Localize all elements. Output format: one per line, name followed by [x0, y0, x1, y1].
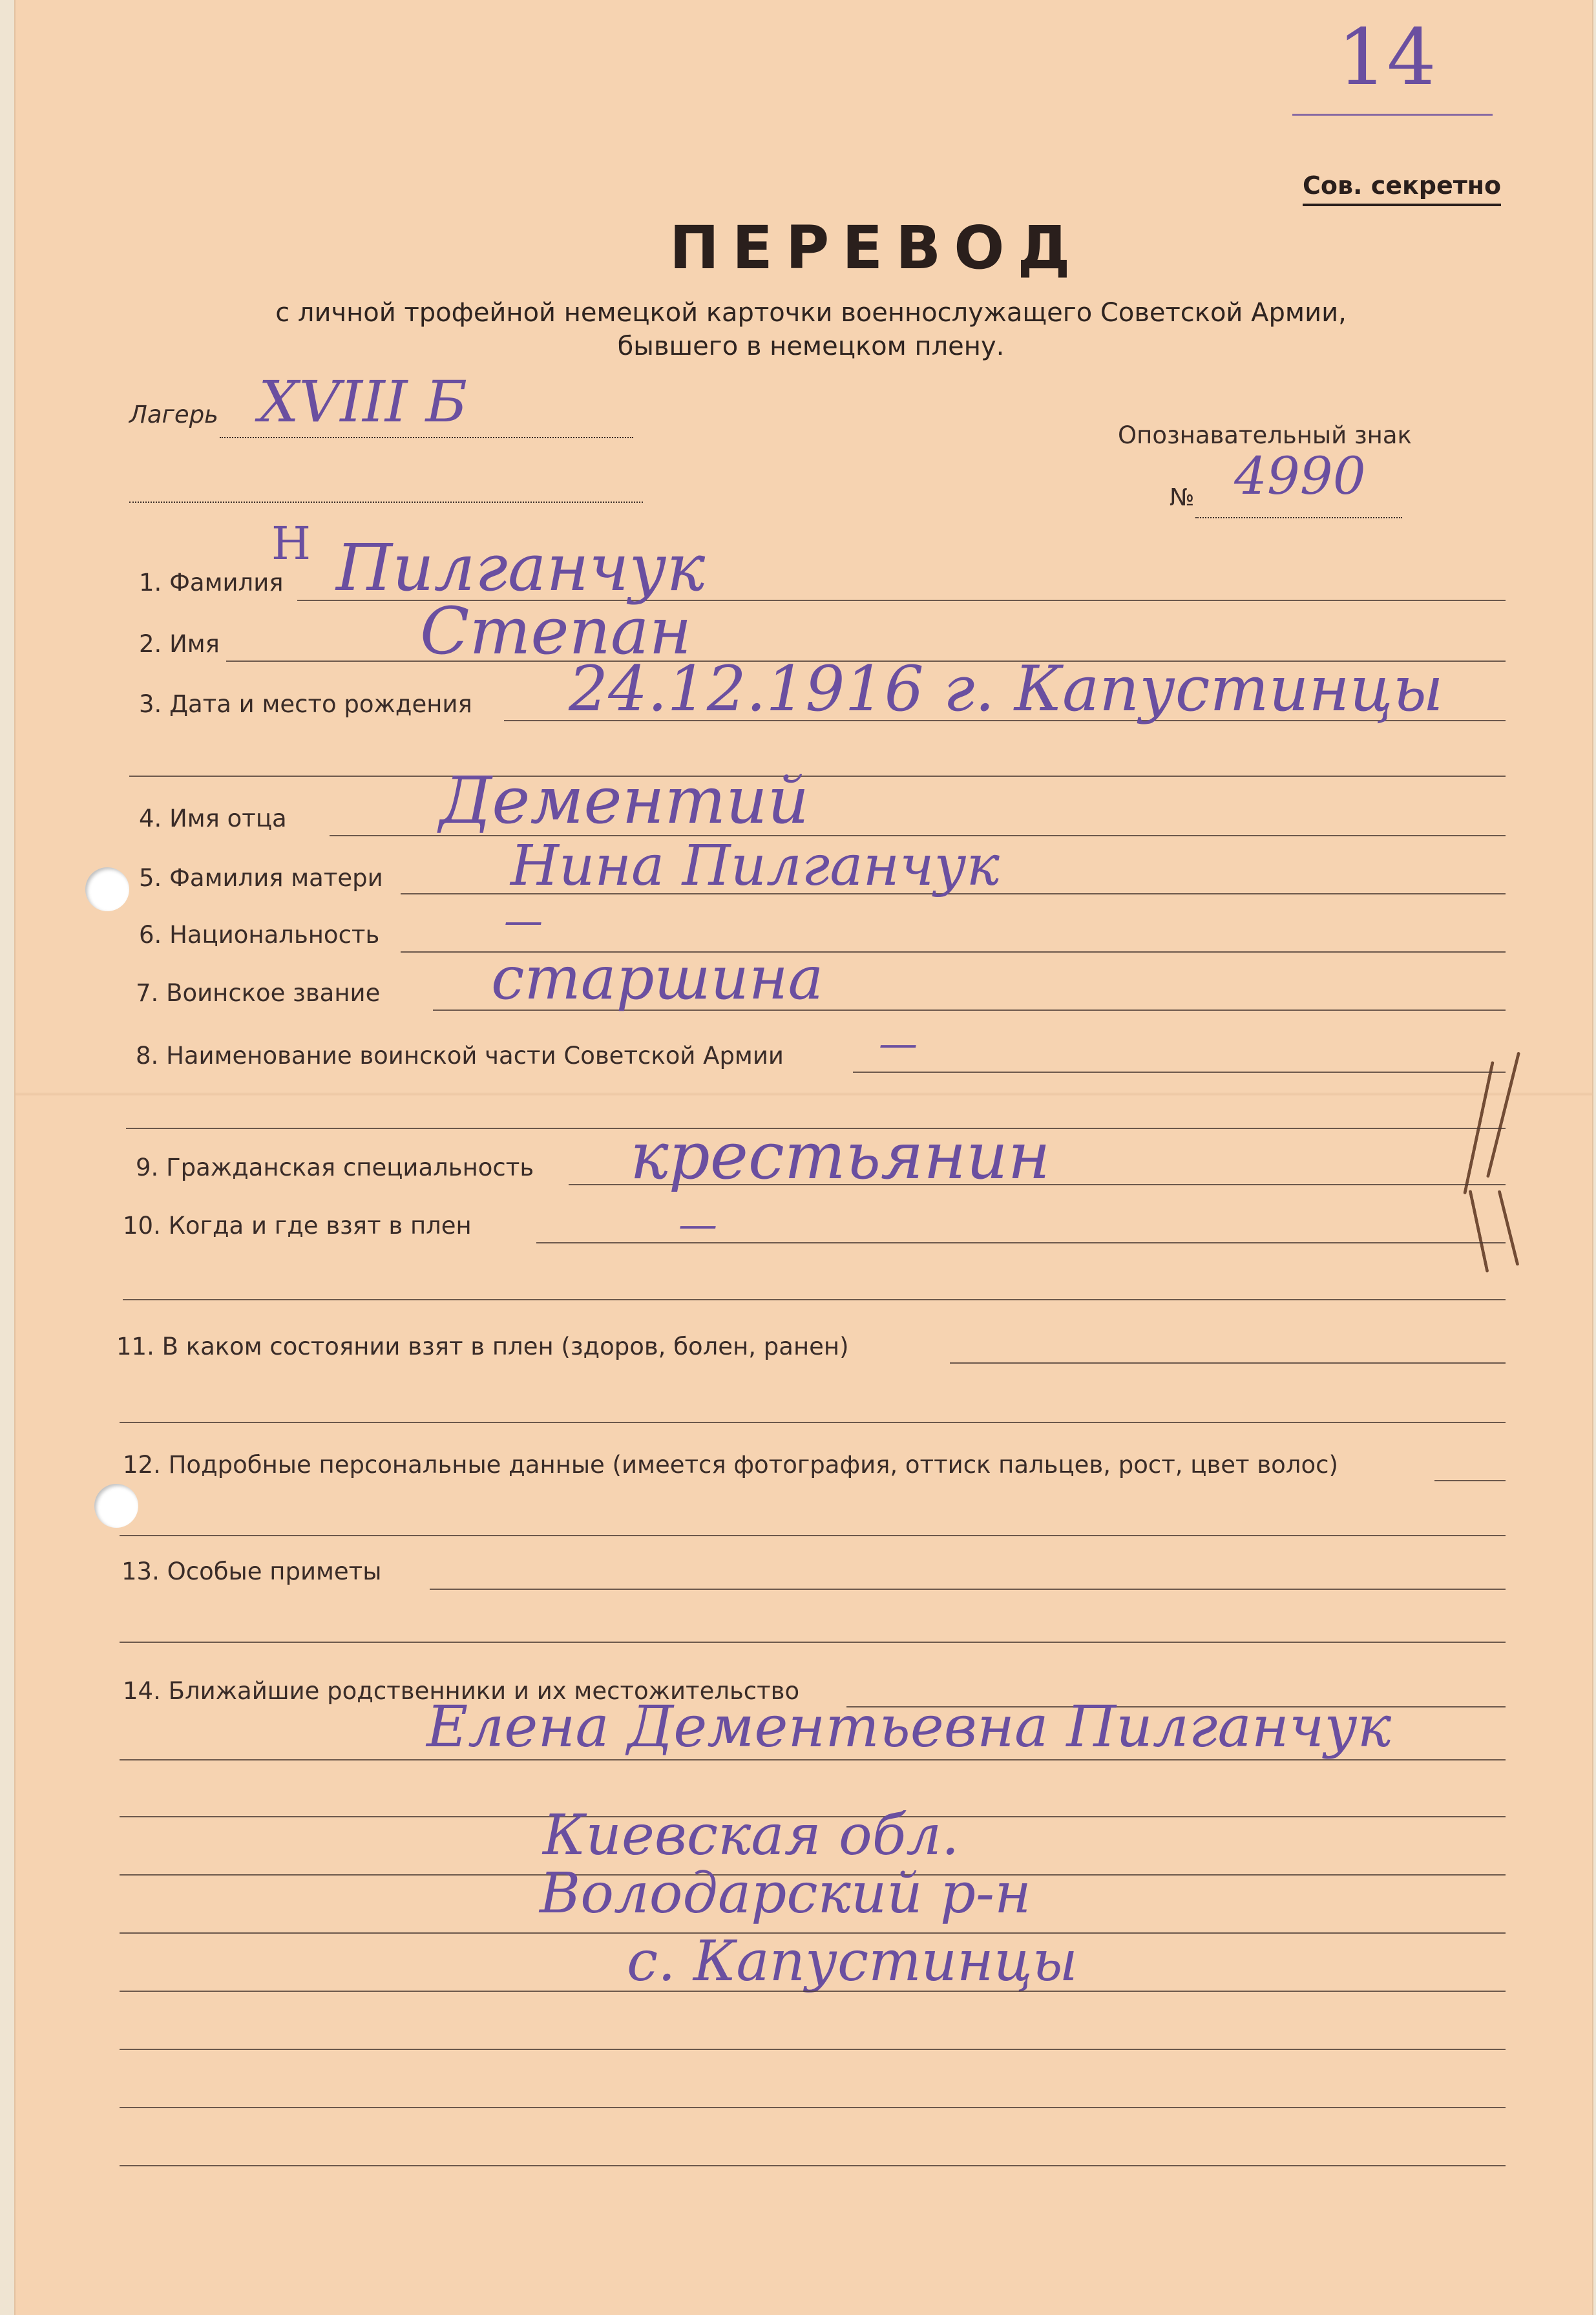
field-2-label: 2. Имя	[139, 630, 220, 658]
field-13-label: 13. Особые приметы	[121, 1558, 382, 1585]
pencil-mark	[1498, 1190, 1520, 1266]
field-14-line-7	[120, 2049, 1506, 2050]
punch-hole	[94, 1484, 138, 1528]
camp-line	[220, 437, 633, 438]
field-12-line	[1434, 1480, 1506, 1481]
field-14-line-8	[120, 2107, 1506, 2108]
camp-label: Лагерь	[129, 401, 218, 428]
field-14-relative: Елена Дементьевна Пилганчук	[426, 1693, 1392, 1760]
field-2-value: Степан	[420, 593, 692, 669]
field-3-value: 24.12.1916 г. Капустинцы	[569, 653, 1444, 725]
field-14-line-9	[120, 2165, 1506, 2166]
check-mark: Н	[271, 517, 311, 570]
field-10-value: —	[678, 1202, 717, 1247]
field-1-label: 1. Фамилия	[139, 569, 284, 597]
pencil-mark	[1469, 1190, 1489, 1273]
field-12-label: 12. Подробные персональные данные (имеется фотография, оттиск пальцев, рост, цвет волос)	[123, 1451, 1338, 1479]
field-1-value: Пилганчук	[336, 530, 706, 606]
punch-hole	[85, 867, 129, 911]
camp-line-2	[129, 502, 643, 503]
field-12-line-2	[120, 1535, 1506, 1536]
field-10-label: 10. Когда и где взят в плен	[123, 1212, 472, 1240]
field-4-label: 4. Имя отца	[139, 805, 287, 832]
subtitle-line-1: с личной трофейной немецкой карточки военнослужащего Советской Армии,	[275, 298, 1347, 328]
paper-fold	[16, 1092, 1592, 1096]
id-no-label: №	[1170, 483, 1195, 511]
id-line	[1195, 517, 1402, 518]
camp-value: XVIII Б	[258, 368, 468, 435]
field-14-line-6	[120, 1991, 1506, 1992]
document-subtitle	[246, 296, 1376, 363]
field-5-label: 5. Фамилия матери	[139, 864, 383, 892]
field-14-label: 14. Ближайшие родственники и их местожительство	[123, 1677, 800, 1705]
field-13-line	[430, 1589, 1506, 1590]
field-13-line-2	[120, 1642, 1506, 1643]
field-8-value: —	[879, 1021, 918, 1066]
field-11-line	[950, 1362, 1506, 1364]
field-14-region: Киевская обл.	[543, 1803, 960, 1868]
field-6-label: 6. Национальность	[139, 921, 380, 949]
field-11-line-2	[120, 1422, 1506, 1423]
field-4-value: Дементий	[439, 763, 810, 838]
secrecy-stamp: Сов. секретно	[1303, 171, 1501, 206]
field-6-value: —	[504, 898, 543, 944]
field-14-village: с. Капустинцы	[627, 1929, 1078, 1994]
field-14-line-2	[120, 1759, 1506, 1760]
field-8-line	[853, 1072, 1506, 1073]
field-7-label: 7. Воинское звание	[136, 979, 381, 1007]
field-11-label: 11. В каком состоянии взят в плен (здоров, болен, ранен)	[116, 1333, 849, 1360]
subtitle-line-2: бывшего в немецком плену.	[617, 332, 1005, 361]
field-3-label: 3. Дата и место рождения	[139, 690, 472, 718]
field-10-line-2	[123, 1299, 1506, 1300]
page-number-underline	[1292, 114, 1493, 116]
id-label: Опознавательный знак	[1118, 421, 1412, 449]
id-value: 4990	[1234, 446, 1366, 506]
field-7-value: старшина	[491, 944, 824, 1013]
field-8-label: 8. Наименование воинской части Советской Армии	[136, 1042, 784, 1070]
page-number: 14	[1338, 13, 1436, 103]
field-5-value: Нина Пилганчук	[510, 834, 1000, 898]
document-title: ПЕРЕВОД	[669, 213, 1084, 282]
field-3-line-2	[129, 776, 1506, 777]
field-9-value: крестьянин	[630, 1118, 1051, 1194]
field-14-district: Володарский р-н	[540, 1861, 1031, 1926]
field-9-label: 9. Гражданская специальность	[136, 1154, 534, 1181]
